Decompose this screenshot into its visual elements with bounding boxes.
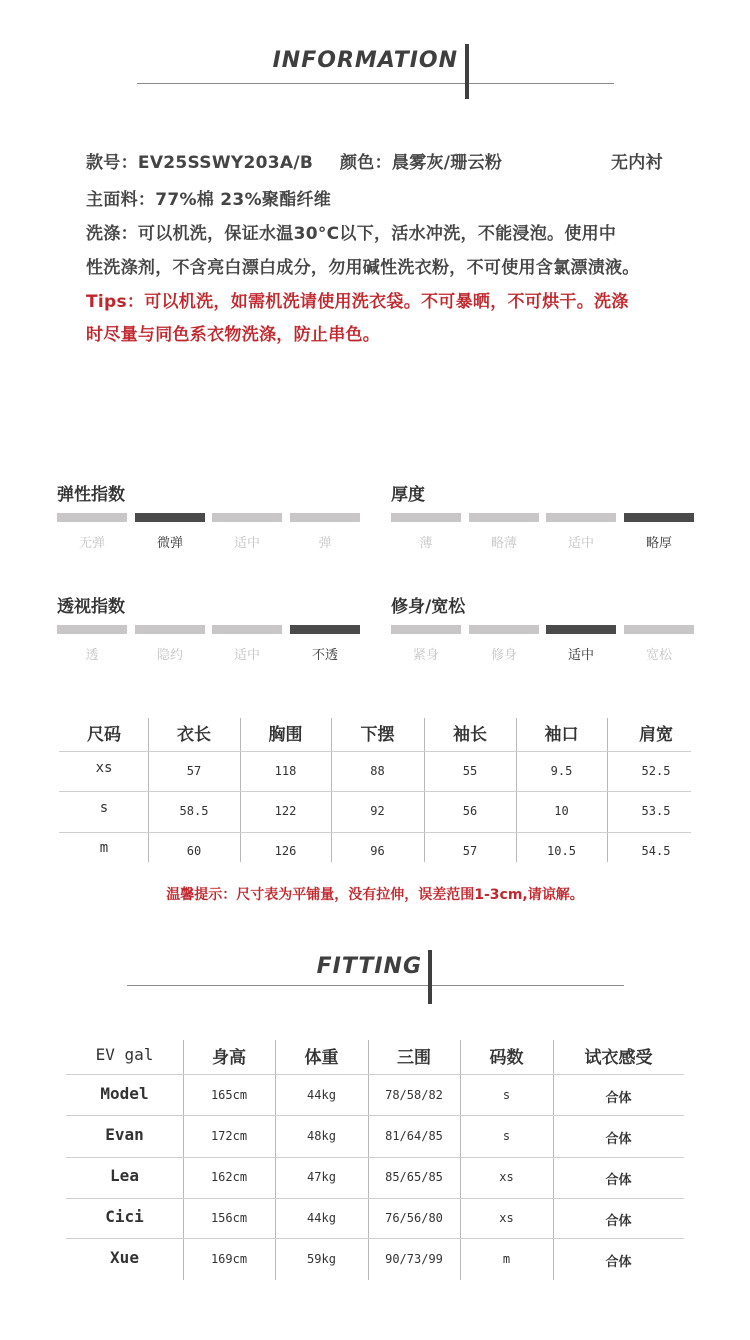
scale-option-label: 略厚: [645, 536, 672, 551]
style-number: 款号：EV25SSWY203A/B: [86, 153, 314, 173]
fitting-cell: 合体: [605, 1132, 632, 1147]
row-divider: [66, 1238, 684, 1239]
size-cell: 9.5: [550, 764, 573, 778]
size-cell: 56: [462, 804, 478, 818]
row-divider: [66, 1198, 684, 1199]
column-divider: [553, 1040, 554, 1280]
scale-segment: [212, 513, 282, 522]
column-divider: [460, 1040, 461, 1280]
fitting-cell: 合体: [605, 1091, 632, 1106]
scale-option-label: 弹: [318, 536, 332, 551]
scale-segment: [624, 625, 694, 634]
size-cell: 57: [462, 844, 478, 858]
size-header-cell: 肩宽: [639, 725, 673, 745]
information-title: INFORMATION: [272, 48, 458, 73]
fitting-cell: s: [502, 1129, 511, 1143]
scale-title: 透视指数: [57, 597, 125, 617]
fitting-title: FITTING: [316, 954, 422, 979]
scale-title: 厚度: [391, 485, 425, 505]
fitting-cell: Model: [100, 1084, 149, 1103]
scale-segment: [135, 513, 205, 522]
size-cell: m: [99, 840, 109, 856]
scale-option-label: 无弹: [78, 536, 105, 551]
scale-segment: [469, 513, 539, 522]
size-cell: 60: [186, 844, 202, 858]
scale-option-label: 适中: [567, 648, 594, 663]
size-cell: 92: [370, 804, 385, 818]
scale-option-label: 适中: [233, 536, 260, 551]
information-title-bar: [465, 44, 469, 99]
size-cell: xs: [95, 760, 113, 776]
size-cell: 53.5: [641, 804, 671, 818]
size-cell: 55: [462, 764, 478, 778]
fitting-cell: xs: [499, 1170, 514, 1184]
scale-title: 弹性指数: [57, 485, 125, 505]
fitting-cell: 44kg: [307, 1088, 336, 1102]
scale-option-label: 略薄: [490, 536, 517, 551]
color-info: 颜色：晨雾灰/珊云粉: [340, 153, 503, 173]
fitting-cell: 81/64/85: [385, 1129, 443, 1143]
scale-option-label: 薄: [419, 536, 433, 551]
scale-option-label: 隐约: [156, 648, 183, 663]
scale-segment: [135, 625, 205, 634]
row-divider: [59, 751, 691, 752]
information-divider: [137, 83, 614, 84]
size-note: 温馨提示：尺寸表为平铺量，没有拉伸，误差范围1-3cm,请谅解。: [166, 887, 584, 903]
row-divider: [66, 1157, 684, 1158]
size-header-cell: 下摆: [360, 725, 395, 745]
fitting-cell: Xue: [110, 1248, 139, 1267]
scale-option-label: 不透: [311, 648, 338, 663]
row-divider: [59, 832, 691, 833]
fitting-header-cell: EV gal: [95, 1045, 154, 1064]
tips-line-2: 时尽量与同色系衣物洗涤，防止串色。: [86, 325, 381, 345]
size-cell: 126: [274, 844, 297, 858]
scale-segment: [212, 625, 282, 634]
fitting-cell: 59kg: [307, 1252, 336, 1266]
fitting-header-cell: 身高: [212, 1048, 246, 1068]
scale-option-label: 修身: [490, 648, 517, 663]
fitting-header-cell: 三围: [397, 1048, 431, 1068]
size-header-cell: 尺码: [87, 725, 121, 745]
size-cell: 54.5: [641, 844, 671, 858]
fitting-cell: 合体: [605, 1255, 632, 1270]
fitting-cell: 合体: [605, 1173, 632, 1188]
fitting-cell: 78/58/82: [385, 1088, 443, 1102]
fitting-cell: 165cm: [210, 1088, 248, 1102]
scale-segment: [469, 625, 539, 634]
scale-segment: [546, 625, 616, 634]
fitting-header-cell: 试衣感受: [584, 1048, 653, 1068]
size-cell: 57: [186, 764, 202, 778]
fitting-cell: Evan: [105, 1125, 144, 1144]
scale-option-label: 透: [85, 648, 99, 663]
scale-option-label: 宽松: [645, 648, 672, 663]
size-cell: 10: [554, 804, 569, 818]
scale-option-label: 微弹: [156, 536, 183, 551]
fitting-divider: [127, 985, 624, 986]
wash-line-2: 性洗涤剂，不含亮白漂白成分，勿用碱性洗衣粉，不可使用含氯漂渍液。: [86, 258, 640, 278]
scale-option-label: 紧身: [412, 648, 439, 663]
fitting-cell: 47kg: [307, 1170, 336, 1184]
fitting-cell: m: [502, 1252, 511, 1266]
scale-segment: [57, 513, 127, 522]
wash-line-1: 洗涤：可以机洗，保证水温30°C以下，活水冲洗，不能浸泡。使用中: [86, 224, 617, 244]
row-divider: [59, 791, 691, 792]
scale-segment: [290, 625, 360, 634]
size-cell: 88: [370, 764, 385, 778]
scale-segment: [57, 625, 127, 634]
fitting-cell: 48kg: [307, 1129, 336, 1143]
column-divider: [183, 1040, 184, 1280]
size-cell: 118: [274, 764, 297, 778]
column-divider: [368, 1040, 369, 1280]
size-cell: 96: [370, 844, 385, 858]
column-divider: [275, 1040, 276, 1280]
scale-segment: [290, 513, 360, 522]
fitting-cell: Lea: [110, 1166, 139, 1185]
size-cell: s: [99, 800, 109, 816]
row-divider: [66, 1074, 684, 1075]
fitting-cell: Cici: [105, 1207, 144, 1226]
scale-segment: [391, 513, 461, 522]
scale-title: 修身/宽松: [391, 597, 466, 617]
fabric-info: 主面料：77%棉 23%聚酯纤维: [86, 190, 332, 210]
size-cell: 52.5: [641, 764, 671, 778]
scale-segment: [391, 625, 461, 634]
size-header-cell: 胸围: [268, 725, 303, 745]
size-header-cell: 袖口: [544, 725, 579, 745]
scale-segment: [546, 513, 616, 522]
fitting-header-cell: 码数: [489, 1048, 524, 1068]
fitting-header-cell: 体重: [304, 1048, 339, 1068]
fitting-cell: 76/56/80: [385, 1211, 443, 1225]
fitting-cell: 162cm: [210, 1170, 248, 1184]
scale-option-label: 适中: [567, 536, 594, 551]
size-header-cell: 袖长: [453, 725, 487, 745]
fitting-cell: 合体: [605, 1214, 632, 1229]
fitting-cell: 85/65/85: [385, 1170, 443, 1184]
size-header-cell: 衣长: [177, 725, 211, 745]
lining-info: 无内衬: [611, 153, 663, 173]
size-cell: 10.5: [547, 844, 576, 858]
fitting-cell: 169cm: [210, 1252, 248, 1266]
fitting-cell: 90/73/99: [385, 1252, 443, 1266]
fitting-cell: xs: [499, 1211, 514, 1225]
scale-option-label: 适中: [233, 648, 260, 663]
fitting-cell: s: [502, 1088, 511, 1102]
size-cell: 58.5: [179, 804, 209, 818]
tips-line-1: Tips：可以机洗，如需机洗请使用洗衣袋。不可暴晒，不可烘干。洗涤: [86, 292, 629, 312]
scale-segment: [624, 513, 694, 522]
fitting-cell: 44kg: [307, 1211, 336, 1225]
fitting-cell: 172cm: [210, 1129, 248, 1143]
fitting-title-bar: [428, 950, 432, 1004]
row-divider: [66, 1115, 684, 1116]
fitting-cell: 156cm: [210, 1211, 248, 1225]
size-cell: 122: [274, 804, 297, 818]
